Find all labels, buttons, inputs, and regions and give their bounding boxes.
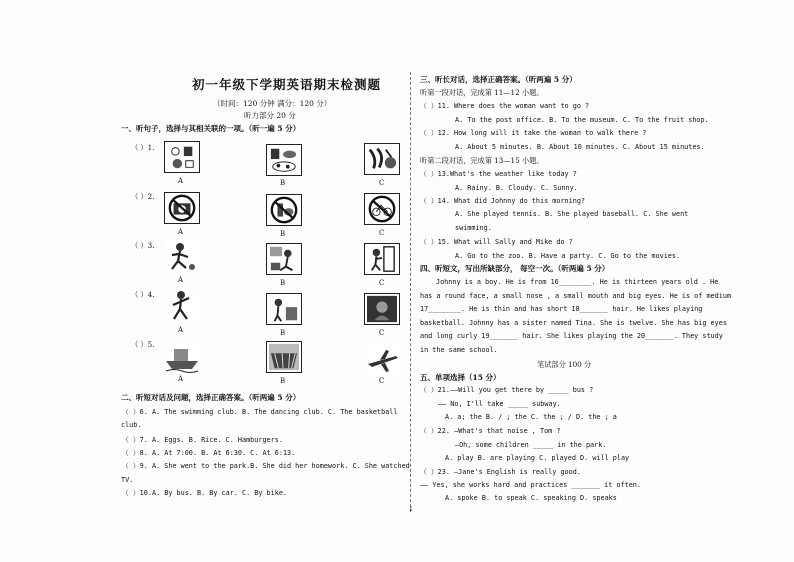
question-15: （ ）15. What will Sally and Mike do ? <box>420 238 573 246</box>
person-at-door-picture-3c[interactable] <box>364 243 400 275</box>
passage-line-5: and long curly 19_______ hair. She likes playing the 20_______. They study <box>420 332 723 340</box>
question-number: （ ）4. <box>131 290 155 299</box>
basket-picture-5b[interactable] <box>266 341 302 373</box>
page-title: 初一年级下学期英语期末检测题 <box>192 77 382 92</box>
section-5-header: 五、单项选择（15 分） <box>420 373 501 382</box>
person-cooking-picture-4b[interactable] <box>266 293 302 325</box>
boat-picture-5a[interactable] <box>164 341 200 373</box>
option-letter-b: B <box>280 377 286 385</box>
question-number: （ ）2. <box>131 192 155 201</box>
picture-1a[interactable] <box>164 141 200 173</box>
no-bike-sign-picture-2c[interactable] <box>364 193 400 225</box>
airplane-picture-5c[interactable] <box>364 344 400 376</box>
passage-line-2: has a round face, a small nose , a small mouth and big eyes. He is of medium <box>420 292 731 300</box>
question-12-options: A. About 5 minutes. B. About 10 minutes. C. About 15 minutes. <box>455 143 705 151</box>
question-11: （ ）11. Where does the woman want to go ? <box>420 102 590 110</box>
question-10: （ ）10.A. By bus. B. By car. C. By bike. <box>122 489 288 497</box>
question-7: （ ）7. A. Eggs. B. Rice. C. Hamburgers. <box>122 436 283 444</box>
question-12: （ ）12. How long will it take the woman to walk there ? <box>420 129 647 137</box>
option-letter-b: B <box>280 179 286 187</box>
person-running-picture-3a[interactable] <box>164 241 200 273</box>
picture-1c[interactable] <box>364 143 400 175</box>
passage-line-6: in the same school. <box>420 346 498 354</box>
written-part-label: 笔试部分 100 分 <box>537 360 592 369</box>
person-reading-picture-3b[interactable] <box>266 243 302 275</box>
question-14: （ ）14. What did Johnny do this morning? <box>420 197 586 205</box>
column-divider <box>410 72 412 512</box>
question-14-options: A. She played tennis. B. She played baseball. C. She went <box>455 210 689 218</box>
question-22-options: A. play B. are playing C. played D. will play <box>445 454 630 462</box>
question-6-continued: club. <box>121 421 142 429</box>
option-letter-a: A <box>178 375 184 383</box>
option-letter-b: B <box>280 279 286 287</box>
option-letter-c: C <box>379 179 385 187</box>
option-letter-a: A <box>178 326 184 334</box>
question-6: （ ）6. A. The swimming club. B. The dancing club. C. The basketball <box>122 408 398 416</box>
no-food-sign-picture-2b[interactable] <box>266 194 302 226</box>
passage-line-1: Johnny is a boy. He is from 16________. He is thirteen years old . He <box>436 278 719 286</box>
question-22-reply: —Oh, some children _____ in the park. <box>455 441 607 449</box>
question-15-options: A. Go to the zoo. B. Have a party. C. Go to the movies. <box>455 252 681 260</box>
option-letter-a: A <box>178 228 184 236</box>
section-1-header: 一、听句子，选择与其相关联的一项。（听一遍 5 分） <box>121 124 301 133</box>
dialogue-1-instruction: 听第一段对话，完成第 11—12 小题。 <box>420 88 544 97</box>
person-exercising-picture-4a[interactable] <box>164 290 200 322</box>
question-23-reply: —— Yes, she works hard and practices _______ it often. <box>420 481 641 489</box>
no-camera-sign-picture-2a[interactable] <box>164 192 200 224</box>
option-letter-c: C <box>379 377 385 385</box>
option-letter-b: B <box>280 230 286 238</box>
question-13: （ ）13.What's the weather like today ? <box>420 170 577 178</box>
question-21-options: A. a; the B. / ; the C. the ; / D. the ; a <box>445 413 617 421</box>
option-letter-a: A <box>178 276 184 284</box>
passage-line-4: basketball. Johnny has a sister named Tina. She is twelve. She has big eyes <box>420 319 727 327</box>
picture-1b[interactable] <box>266 144 302 176</box>
question-8: （ ）8. A. At 7:00. B. At 6:30. C. At 6:13. <box>122 449 296 457</box>
question-11-options: A. To the post office. B. To the museum. C. To the fruit shop. <box>455 116 709 124</box>
section-4-header: 四、听短文，写出所缺部分， 每空一次。（听两遍 5 分） <box>420 264 610 273</box>
question-23: （ ）23. —Jane's English is really good. <box>420 468 581 476</box>
option-letter-c: C <box>379 329 385 337</box>
question-23-options: A. spoke B. to speak C. speaking D. speaks <box>445 494 617 502</box>
passage-line-3: 17________. He is thin and has short 18_______ hair. He likes playing <box>420 305 703 313</box>
question-22: （ ）22. —What's that noise , Tom ? <box>420 427 561 435</box>
dark-scene-picture-4c[interactable] <box>364 293 400 325</box>
question-13-options: A. Rainy. B. Cloudy. C. Sunny. <box>455 184 578 192</box>
option-letter-c: C <box>379 279 385 287</box>
question-number: （ ）5. <box>131 340 155 349</box>
listening-part-label: 听力部分 20 分 <box>244 111 296 120</box>
question-21: （ ）21.——Will you get there by _____ bus ? <box>420 386 594 394</box>
option-letter-c: C <box>379 229 385 237</box>
page-number: 1 <box>409 506 413 513</box>
question-9-continued: TV. <box>121 476 134 484</box>
question-number: （ ）1. <box>131 143 155 152</box>
question-21-reply: —— No, I'll take _____ subway. <box>438 400 561 408</box>
question-9: （ ）9. A. She went to the park.B. She did her homework. C. She watched <box>122 462 410 470</box>
option-letter-b: B <box>280 329 286 337</box>
option-letter-a: A <box>178 177 184 185</box>
question-number: （ ）3. <box>131 241 155 250</box>
section-2-header: 二、听短对话及问题，选择正确答案。（听两遍 5 分） <box>121 393 301 402</box>
exam-meta: （时间：120 分钟 满分：120 分） <box>213 99 332 108</box>
section-3-header: 三、听长对话，选择正确答案。（听两遍 5 分） <box>420 75 577 84</box>
dialogue-2-instruction: 听第二段对话，完成第 13—15 小题。 <box>420 156 544 165</box>
question-14-options-continued: swimming. <box>455 224 492 232</box>
